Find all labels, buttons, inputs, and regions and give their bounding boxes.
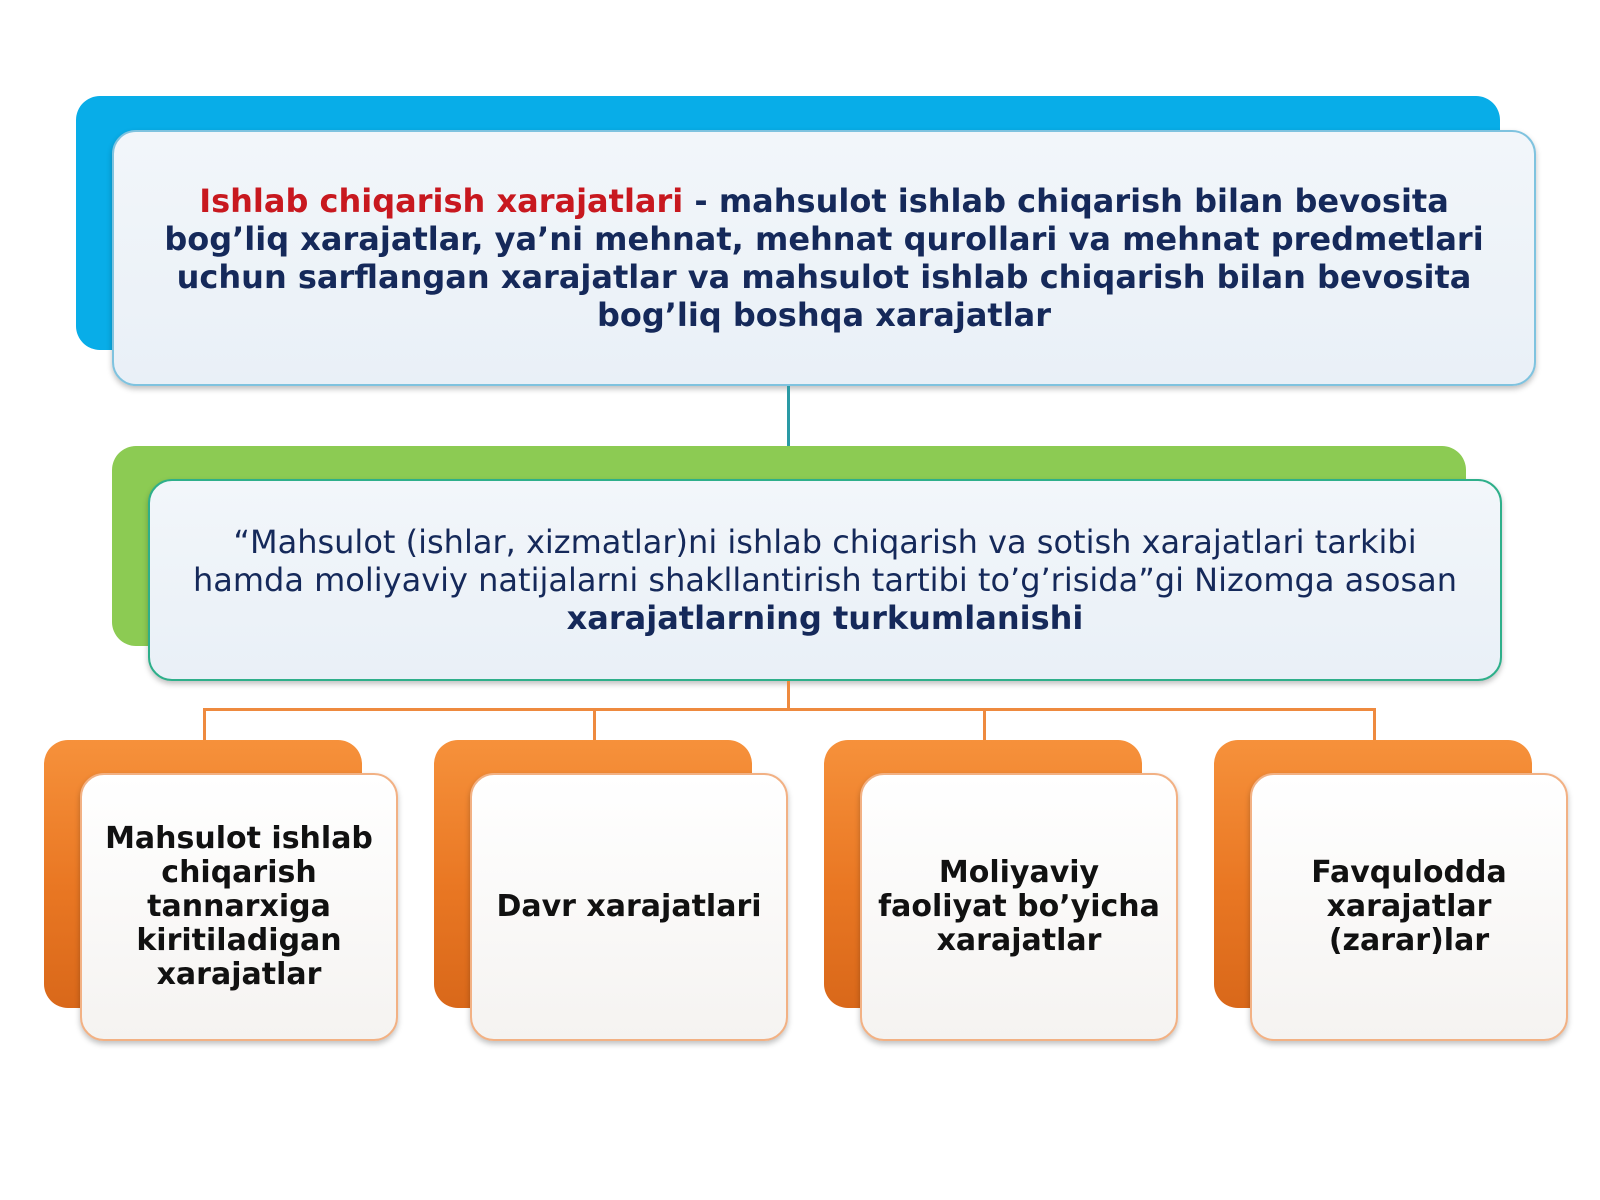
connector-drop-2: [593, 708, 596, 742]
category-label-4: Favqulodda xarajatlar (zarar)lar: [1311, 855, 1507, 958]
category-box-1: [80, 773, 398, 1041]
category-label-2: Davr xarajatlari: [496, 889, 762, 924]
category-box-3: [860, 773, 1178, 1041]
classification-box: [148, 479, 1502, 681]
connector-drop-1: [203, 708, 206, 742]
category-box-4: [1250, 773, 1568, 1041]
classification-lead: “Mahsulot (ishlar, xizmatlar)ni ishlab chiqarish va sotish xarajatlari tarkibi hamda moliyaviy natijalarni shakllantirish tartibi to’g’risida”gi Nizomga asosan: [192, 523, 1458, 599]
definition-term: Ishlab chiqarish xarajatlari: [199, 182, 684, 220]
definition-box: [112, 130, 1536, 386]
connector-top-middle: [787, 386, 790, 446]
connector-drop-3: [983, 708, 986, 742]
connector-middle-trunk: [787, 681, 790, 710]
category-box-2: [470, 773, 788, 1041]
category-label-1: Mahsulot ishlab chiqarish tannarxiga kiritiladigan xarajatlar: [105, 821, 373, 992]
category-label-3: Moliyaviy faoliyat bo’yicha xarajatlar: [878, 855, 1160, 958]
connector-drop-4: [1373, 708, 1376, 742]
connector-horizontal-bar: [203, 708, 1376, 711]
definition-body: - mahsulot ishlab chiqarish bilan bevosita bog’liq xarajatlar, ya’ni mehnat, mehnat qurollari va mehnat predmetlari uchun sarflangan xarajatlar va mahsulot ishlab chiqarish bilan bevosita bog’liq boshqa xarajatlar: [164, 182, 1484, 334]
classification-text: [174, 523, 1476, 637]
classification-bold: xarajatlarning turkumlanishi: [566, 599, 1084, 637]
definition-text: [150, 182, 1498, 334]
